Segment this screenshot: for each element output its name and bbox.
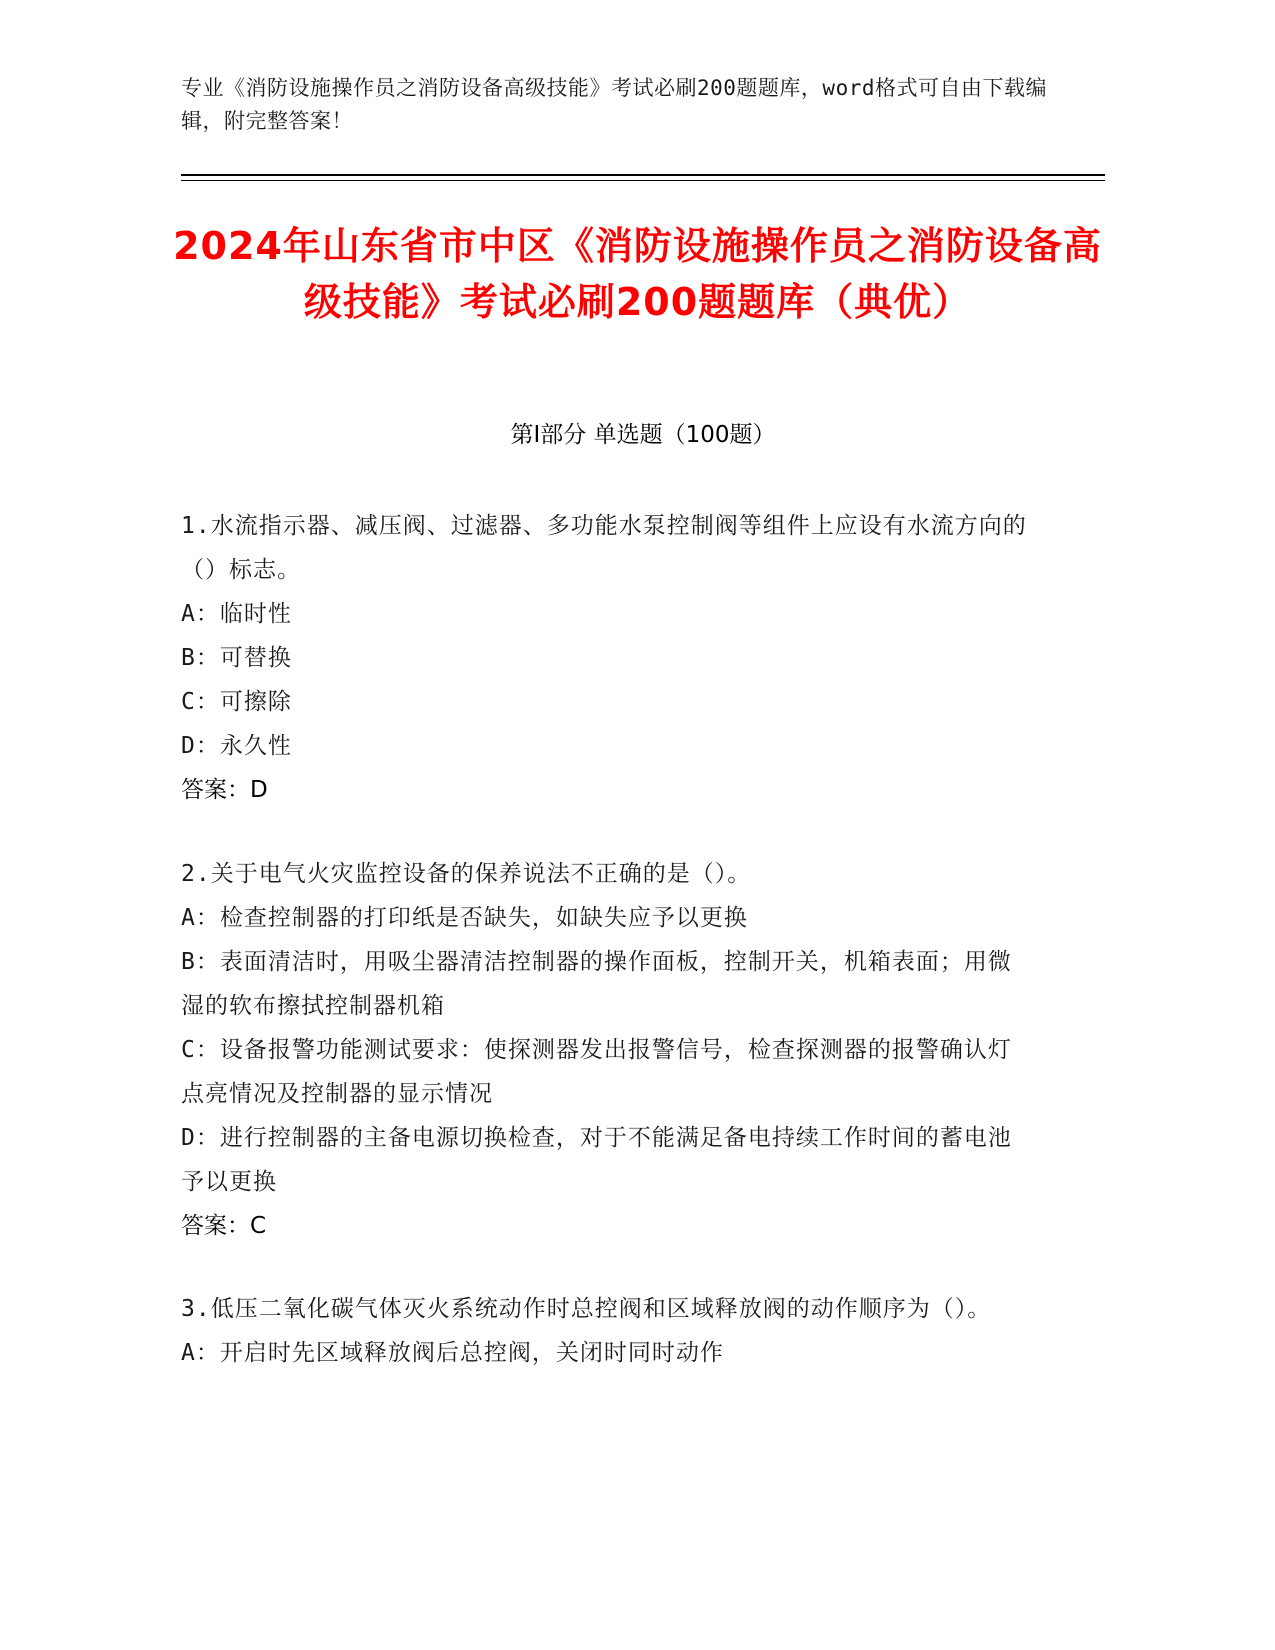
answer: 答案：D [181,777,268,803]
question-stem: 3.低压二氧化碳气体灭火系统动作时总控阀和区域释放阀的动作顺序为（）。 [181,1296,992,1322]
option-c: C：可擦除 [181,689,292,715]
option-b: B：表面清洁时，用吸尘器清洁控制器的操作面板，控制开关，机箱表面；用微湿的软布擦拭控制器机箱 [181,949,1012,1019]
option-a: A：临时性 [181,601,292,627]
document-title: 2024年山东省市中区《消防设施操作员之消防设备高级技能》考试必刷200题题库（典优） [173,224,1102,324]
header-note: 专业《消防设施操作员之消防设备高级技能》考试必刷200题题库，word格式可自由下载编辑，附完整答案！ [181,76,1047,133]
question-1 [181,504,1031,812]
question-3 [181,1287,1031,1375]
question-2 [181,852,1031,1248]
section-title: 第I部分 单选题（100题） [510,422,776,448]
option-a: A：开启时先区域释放阀后总控阀，关闭时同时动作 [181,1340,724,1366]
option-d: D：永久性 [181,733,292,759]
option-d: D：进行控制器的主备电源切换检查，对于不能满足备电持续工作时间的蓄电池予以更换 [181,1125,1012,1195]
option-b: B：可替换 [181,645,292,671]
question-stem: 2.关于电气火灾监控设备的保养说法不正确的是（）。 [181,861,752,887]
option-a: A：检查控制器的打印纸是否缺失，如缺失应予以更换 [181,905,748,931]
option-c: C：设备报警功能测试要求：使探测器发出报警信号，检查探测器的报警确认灯点亮情况及控制器的显示情况 [181,1037,1012,1107]
question-stem: 1.水流指示器、减压阀、过滤器、多功能水泵控制阀等组件上应设有水流方向的（）标志。 [181,513,1027,583]
answer: 答案：C [181,1213,267,1239]
header-divider-thin [181,180,1105,181]
header-divider-thick [181,174,1105,176]
